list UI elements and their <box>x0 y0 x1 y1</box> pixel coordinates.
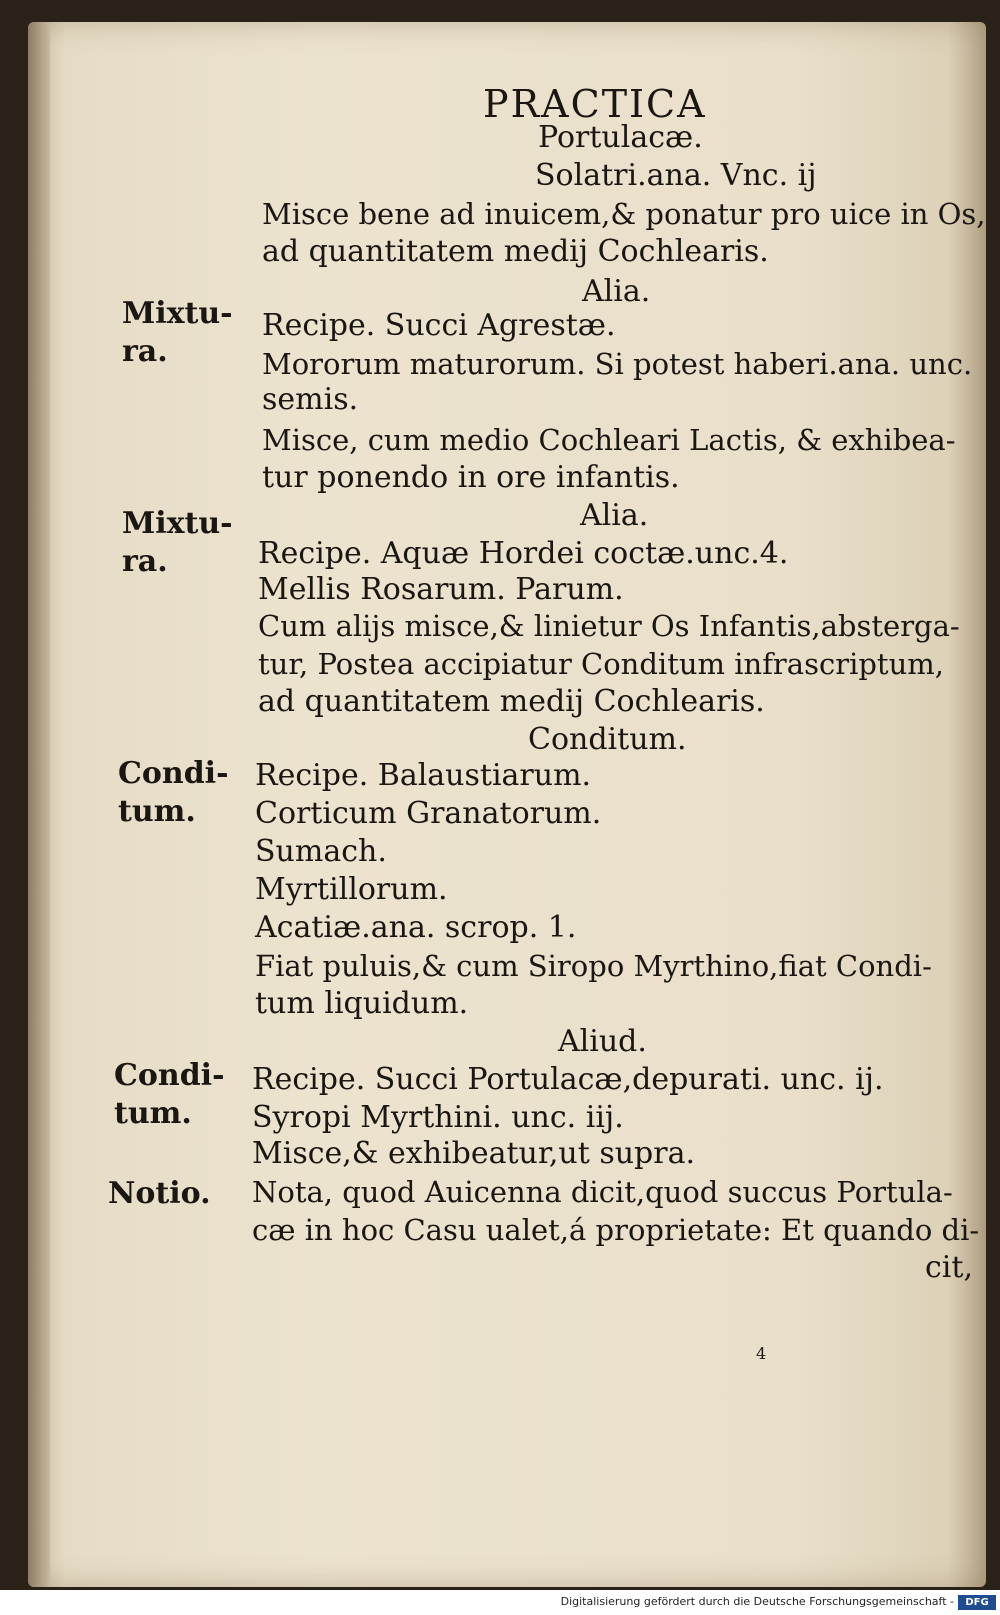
text-line: Corticum Granatorum. <box>255 796 602 831</box>
text-line: Recipe. Aquæ Hordei coctæ.unc.4. <box>258 536 789 571</box>
text-line: Cum alijs misce,& linietur Os Infantis,abstergа- <box>258 609 960 643</box>
text-line: Myrtillorum. <box>255 872 448 907</box>
text-line: Sumach. <box>255 834 387 869</box>
margin-note: Notio. <box>108 1176 211 1211</box>
margin-note: Condi- <box>114 1058 225 1093</box>
margin-note: ra. <box>122 544 168 579</box>
margin-note: Condi- <box>118 756 229 791</box>
footer-credit: Digitalisierung gefördert durch die Deutsche Forschungsgemeinschaft - <box>560 1595 954 1608</box>
section-heading: Alia. <box>582 274 651 309</box>
text-line: semis. <box>262 382 359 417</box>
margin-note: Mixtu- <box>122 296 233 331</box>
margin-note: tum. <box>114 1096 192 1131</box>
text-line: Acatiæ.ana. scrop. 1. <box>255 910 577 945</box>
text-line: tur ponendo in ore infantis. <box>262 460 680 495</box>
text-line: Mororum maturorum. Si potest haberi.ana. unc. <box>262 347 973 381</box>
text-line: Recipe. Succi Agrestæ. <box>262 308 616 343</box>
text-line: tur, Postea accipiatur Conditum infrascriptum, <box>258 647 944 681</box>
page-marker: 4 <box>756 1344 767 1363</box>
text-line: Syropi Myrthini. unc. iij. <box>252 1100 624 1135</box>
section-heading: Aliud. <box>558 1024 647 1059</box>
text-line: Fiat puluis,& cum Siropo Myrthino,fiat Condi- <box>255 949 932 983</box>
text-line: Misce, cum medio Cochleari Lactis, & exhibea- <box>262 423 956 457</box>
text-line: ad quantitatem medij Cochlearis. <box>262 234 769 269</box>
text-line: Misce bene ad inuicem,& ponatur pro uice in Os, <box>262 197 986 231</box>
text-line: Recipe. Succi Portulacæ,depurati. unc. ij. <box>252 1062 884 1097</box>
section-heading: Conditum. <box>528 722 687 757</box>
margin-note: ra. <box>122 334 168 369</box>
catchword: cit, <box>925 1250 973 1285</box>
text-line: Nota, quod Auicenna dicit,quod succus Portula- <box>252 1175 953 1209</box>
dfg-logo: DFG <box>958 1595 996 1610</box>
section-heading: Alia. <box>580 498 649 533</box>
margin-note: Mixtu- <box>122 506 233 541</box>
text-line: Portulacæ. <box>538 120 703 155</box>
text-line: Misce,& exhibeatur,ut supra. <box>252 1136 696 1171</box>
text-line: cæ in hoc Casu ualet,á proprietate: Et quando di- <box>252 1213 980 1247</box>
running-header: PRACTICA <box>483 82 707 126</box>
footer-bar <box>0 1593 1000 1615</box>
text-line: Recipe. Balaustiarum. <box>255 758 592 793</box>
text-line: ad quantitatem medij Cochlearis. <box>258 684 765 719</box>
text-line: tum liquidum. <box>255 986 469 1021</box>
margin-note: tum. <box>118 794 196 829</box>
page-gutter <box>28 22 50 1587</box>
text-line: Solatri.ana. Vnc. ij <box>535 158 817 193</box>
text-line: Mellis Rosarum. Parum. <box>258 572 624 607</box>
